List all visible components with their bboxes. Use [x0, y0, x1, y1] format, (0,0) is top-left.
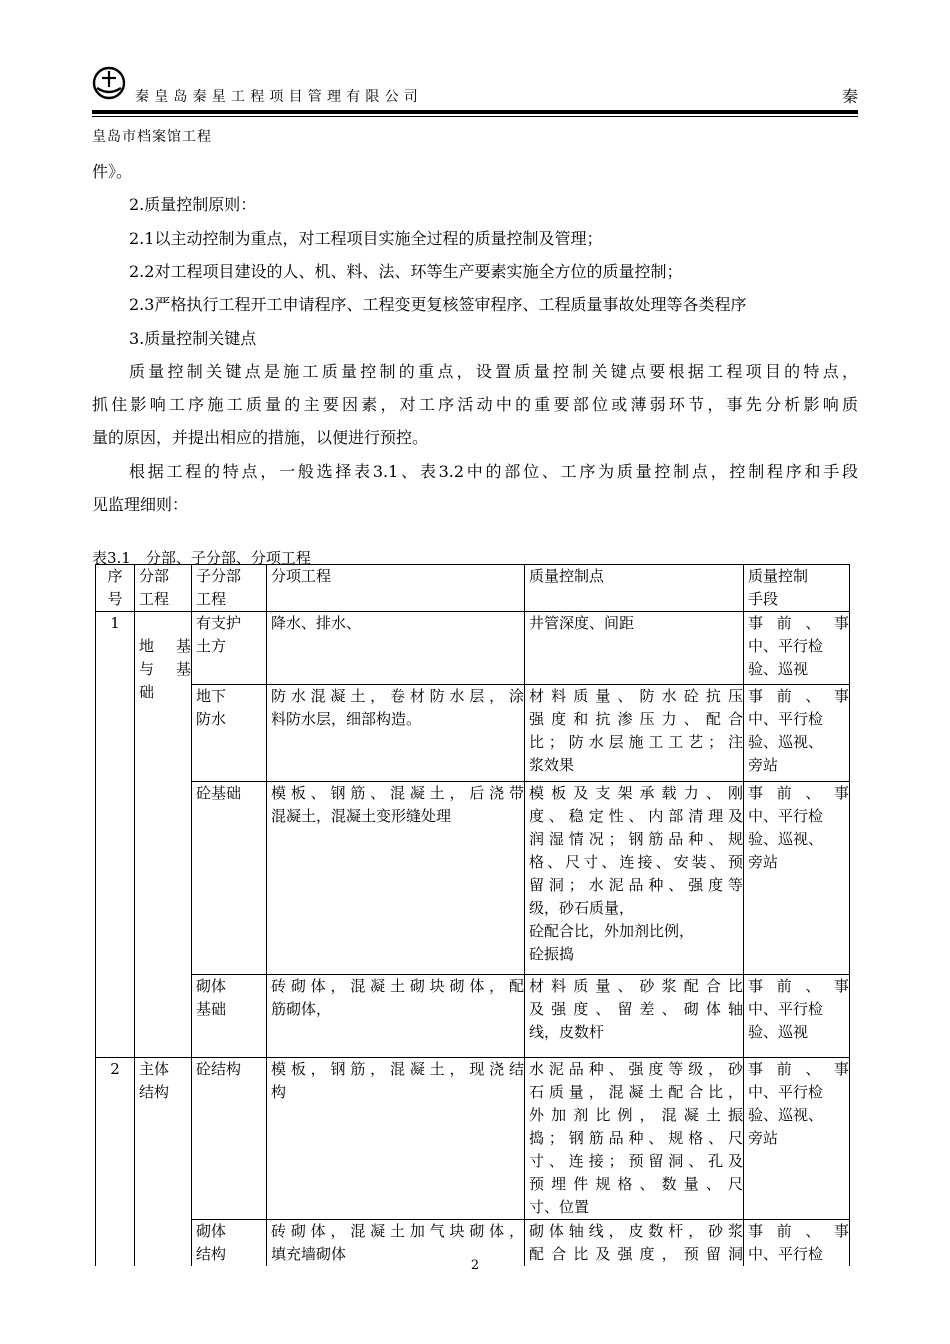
- control-point-cell: 材料质量、砂浆配合比 及强度、留差、砌体轴 线，皮数杆: [525, 975, 744, 1058]
- sub-division-cell: 砌体 结构: [192, 1220, 267, 1267]
- principle-2-3: 2.3严格执行工程开工申请程序、工程变更复核签审程序、工程质量事故处理等各类程序: [129, 295, 747, 314]
- key-points-line-1: 质量控制关键点是施工质量控制的重点，设置质量控制关键点要根据工程项目的特点，: [129, 362, 858, 381]
- page-number: 2: [470, 1258, 480, 1273]
- control-point-cell: 水泥品种、强度等级，砂 石质量，混凝土配合比， 外加剂比例，混凝土振 捣；钢筋品种、规格、尺 寸、连接；预留洞、孔及 预埋件规格、数量、尺 寸、位置: [525, 1058, 744, 1220]
- sub-division-cell: 有支护 土方: [192, 612, 267, 685]
- principle-2-1: 2.1以主动控制为重点，对工程项目实施全过程的质量控制及管理；: [129, 229, 603, 248]
- selection-line-2: 见监理细则：: [92, 495, 189, 514]
- control-point-cell: 材料质量、防水砼抗压 强度和抗渗压力、配合 比；防水层施工工艺；注 浆效果: [525, 685, 744, 782]
- control-point-cell: 模板及支架承载力、刚 度、稳定性、内部清理及 润湿情况；钢筋品种、规 格、尺寸、连接、安装、预 留洞；水泥品种、强度等 级，砂石质量， 砼配合比，外加剂比例， 砼振捣: [525, 782, 744, 975]
- header-item: 分项工程: [267, 565, 525, 612]
- header-seq: 序 号: [96, 565, 135, 612]
- sub-division-cell: 砼基础: [192, 782, 267, 975]
- control-means-cell: 事前、事 中、平行检 验、巡视、 旁站: [744, 782, 850, 975]
- item-cell: 砖砌体，混凝土砌块砌体，配 筋砌体，: [267, 975, 525, 1058]
- selection-line-1: 根据工程的特点，一般选择表3.1、表3.2中的部位、工序为质量控制点，控制程序和手段: [129, 462, 858, 481]
- control-means-cell: 事前、事 中、平行检 验、巡视、 旁站: [744, 1058, 850, 1220]
- heading-quality-principles: 2.质量控制原则：: [129, 195, 257, 214]
- company-logo-icon: [92, 66, 126, 100]
- key-points-line-2: 抓住影响工序施工质量的主要因素，对工序活动中的重要部位或薄弱环节，事先分析影响质: [92, 395, 858, 414]
- header-right-text: 秦: [841, 87, 858, 106]
- item-cell: 防水混凝土，卷材防水层，涂 料防水层，细部构造。: [267, 685, 525, 782]
- control-point-cell: 砌体轴线，皮数杆，砂浆 配合比及强度，预留洞: [525, 1220, 744, 1267]
- table-row: [96, 975, 850, 1058]
- division-cell: 地基 与基 础: [135, 612, 192, 1058]
- principle-2-2: 2.2对工程项目建设的人、机、料、法、环等生产要素实施全方位的质量控制；: [129, 262, 683, 281]
- control-point-cell: 井管深度、间距: [525, 612, 744, 685]
- header-control-point: 质量控制点: [525, 565, 744, 612]
- item-cell: 模板，钢筋，混凝土，现浇结 构: [267, 1058, 525, 1220]
- key-points-line-3: 量的原因，并提出相应的措施，以便进行预控。: [92, 428, 429, 447]
- control-means-cell: 事前、事 中、平行检 验、巡视、 旁站: [744, 685, 850, 782]
- item-cell: 模板、钢筋、混凝土，后浇带 混凝土，混凝土变形缝处理: [267, 782, 525, 975]
- quality-control-table: [95, 564, 850, 1266]
- sub-division-cell: 砼结构: [192, 1058, 267, 1220]
- sub-division-cell: 地下 防水: [192, 685, 267, 782]
- sub-division-cell: 砌体 基础: [192, 975, 267, 1058]
- item-cell: 降水、排水、: [267, 612, 525, 685]
- company-name: 秦皇岛秦星工程项目管理有限公司: [135, 89, 423, 105]
- header-division: 分部 工程: [135, 565, 192, 612]
- control-means-cell: 事前、事 中、平行检 验、巡视: [744, 612, 850, 685]
- header-rule-thick: [92, 110, 858, 114]
- item-cell: 砖砌体，混凝土加气块砌体， 填充墙砌体: [267, 1220, 525, 1267]
- header-control-means: 质量控制 手段: [744, 565, 850, 612]
- seq-cell: 2: [96, 1058, 135, 1267]
- table-row: [96, 685, 850, 782]
- header-sub-division: 子分部 工程: [192, 565, 267, 612]
- body-line-continuation: 件》。: [92, 162, 133, 181]
- page-header: [92, 66, 858, 116]
- table-caption: 表3.1 分部、子分部、分项工程: [92, 549, 311, 567]
- seq-cell: 1: [96, 612, 135, 1058]
- project-name: 皇岛市档案馆工程: [92, 129, 212, 145]
- table-row: [96, 782, 850, 975]
- header-rule-thin: [92, 116, 858, 117]
- division-cell: 主体 结构: [135, 1058, 192, 1267]
- table-row: [96, 612, 850, 685]
- table-header-row: [96, 565, 850, 612]
- control-means-cell: 事前、事 中、平行检 验、巡视: [744, 975, 850, 1058]
- heading-key-points: 3.质量控制关键点: [129, 329, 257, 348]
- table-row: [96, 1058, 850, 1220]
- control-means-cell: 事前、事 中、平行检: [744, 1220, 850, 1267]
